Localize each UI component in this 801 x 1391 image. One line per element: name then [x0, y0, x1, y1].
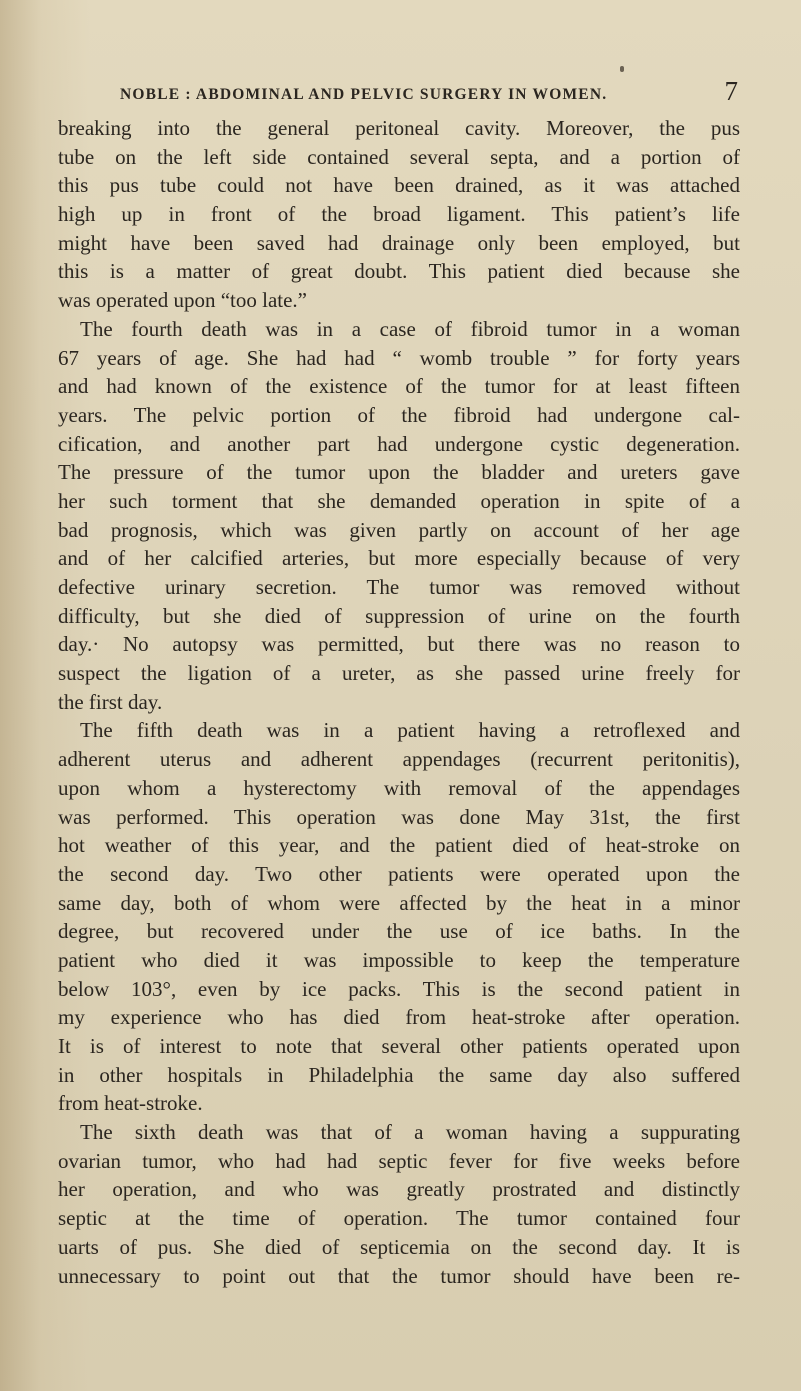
text-line: her operation, and who was greatly prostrated and distinctly [58, 1177, 740, 1202]
text-line: upon whom a hysterectomy with removal of the appendages [58, 775, 740, 800]
text-line: and of her calcified arteries, but more especially because of very [58, 546, 740, 571]
text-line: was performed. This operation was done May 31st, the first [58, 804, 740, 829]
text-line: cification, and another part had undergone cystic degeneration. [58, 431, 740, 456]
page-number: 7 [724, 76, 738, 106]
text-line: hot weather of this year, and the patient died of heat-stroke on [58, 833, 740, 858]
text-line: the second day. Two other patients were operated upon the [58, 861, 740, 886]
text-line: septic at the time of operation. The tumor contained four [58, 1206, 740, 1231]
text-line: the first day. [58, 689, 163, 714]
text-line: might have been saved had drainage only been employed, but [58, 230, 740, 255]
text-line: same day, both of whom were affected by the heat in a minor [58, 890, 740, 915]
text-line: tube on the left side contained several septa, and a portion of [58, 144, 740, 169]
running-title: NOBLE : ABDOMINAL AND PELVIC SURGERY IN WOMEN. [120, 86, 608, 103]
paragraph-start: The sixth death was that of a woman having a suppurating [80, 1120, 740, 1145]
text-line: day.· No autopsy was permitted, but there was no reason to [58, 632, 740, 657]
paragraph-start: The fourth death was in a case of fibroid tumor in a woman [80, 316, 740, 341]
text-line: was operated upon “too late.” [58, 288, 307, 313]
text-line: and had known of the existence of the tumor for at least fifteen [58, 374, 740, 399]
text-line: in other hospitals in Philadelphia the same day also suffered [58, 1062, 740, 1087]
text-line: unnecessary to point out that the tumor should have been re- [58, 1263, 740, 1288]
body-text [58, 114, 740, 1290]
text-line: her such torment that she demanded operation in spite of a [58, 488, 740, 513]
text-line: suspect the ligation of a ureter, as she passed urine freely for [58, 661, 740, 686]
text-line: It is of interest to note that several other patients operated upon [58, 1034, 740, 1058]
text-line: difficulty, but she died of suppression of urine on the fourth [58, 603, 740, 628]
text-line: breaking into the general peritoneal cavity. Moreover, the pus [58, 116, 740, 140]
text-line: high up in front of the broad ligament. This patient’s life [58, 202, 740, 227]
text-line: The pressure of the tumor upon the bladder and ureters gave [58, 460, 740, 485]
running-head [120, 78, 738, 106]
ink-speck [620, 66, 624, 72]
text-line: bad prognosis, which was given partly on account of her age [58, 517, 740, 542]
paragraph-start: The fifth death was in a patient having a retroflexed and [80, 718, 740, 743]
text-line: ovarian tumor, who had had septic fever for five weeks before [58, 1148, 740, 1173]
text-line: this is a matter of great doubt. This patient died because she [58, 259, 740, 284]
text-line: degree, but recovered under the use of ice baths. In the [58, 919, 740, 944]
text-line: adherent uterus and adherent appendages (recurrent peritonitis), [58, 747, 740, 772]
text-line: patient who died it was impossible to keep the temperature [58, 947, 740, 972]
text-line: years. The pelvic portion of the fibroid had undergone cal- [58, 402, 740, 427]
text-line: uarts of pus. She died of septicemia on the second day. It is [58, 1234, 740, 1259]
text-line: defective urinary secretion. The tumor was removed without [58, 575, 740, 599]
text-line: below 103°, even by ice packs. This is the second patient in [58, 976, 740, 1001]
text-line: this pus tube could not have been drained, as it was attached [58, 173, 740, 198]
text-line: from heat-stroke. [58, 1091, 203, 1116]
text-line: my experience who has died from heat-stroke after operation. [58, 1005, 740, 1030]
text-line: 67 years of age. She had had “ womb trouble ” for forty years [58, 345, 740, 370]
